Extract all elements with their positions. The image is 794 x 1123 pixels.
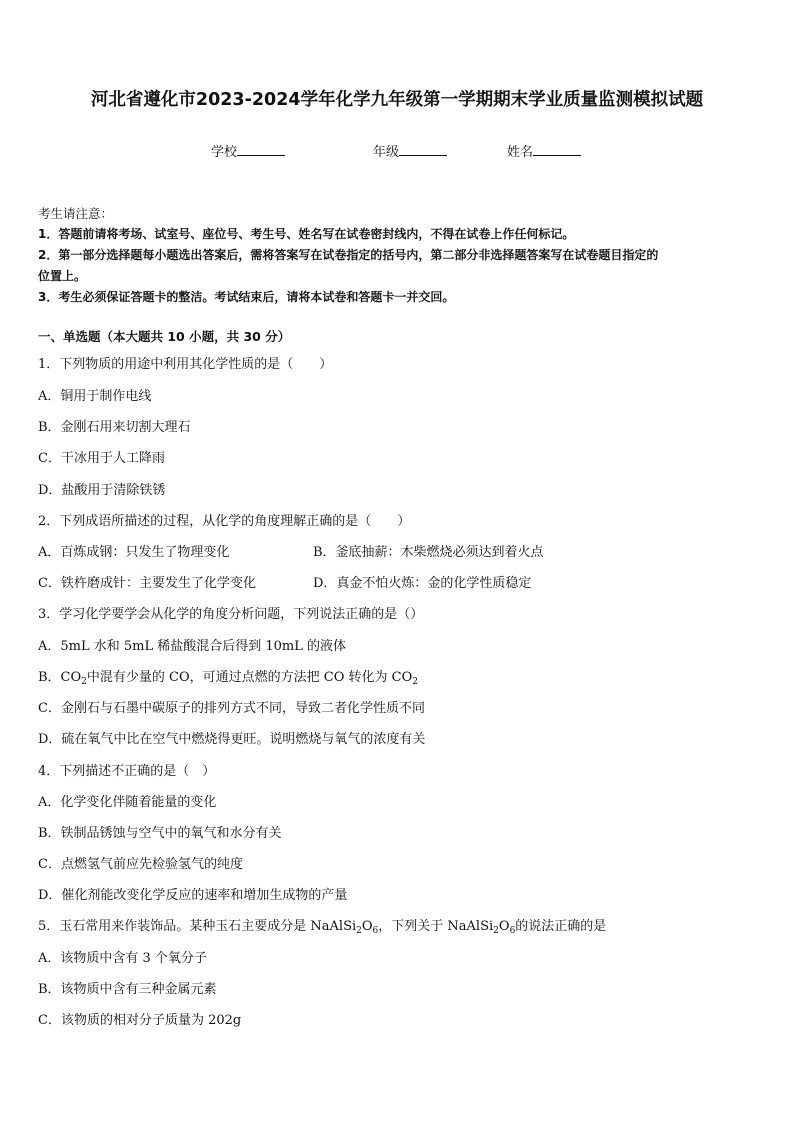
- question-5-stem: [38, 915, 606, 934]
- notice-item: 2．第一部分选择题每小题选出答案后，需将答案写在试卷指定的括号内，第二部分非选择题答案写在试卷题目指定的: [38, 248, 659, 262]
- question-5-option-a[interactable]: A．该物质中含有 3 个氧分子: [38, 951, 207, 966]
- name-blank[interactable]: [533, 143, 581, 156]
- student-info-row: [0, 141, 794, 161]
- question-1-option-c[interactable]: C．干冰用于人工降雨: [38, 451, 165, 466]
- question-3-option-d[interactable]: D．硫在氧气中比在空气中燃烧得更旺。说明燃烧与氧气的浓度有关: [38, 732, 426, 747]
- school-blank[interactable]: [237, 143, 285, 156]
- subscript-2: 2: [412, 677, 418, 687]
- question-5-option-b[interactable]: B．该物质中含有三种金属元素: [38, 982, 217, 997]
- stem-text: ，下列关于 NaAlSi: [378, 919, 494, 934]
- question-5-option-c[interactable]: C．该物质的相对分子质量为 202g: [38, 1013, 242, 1028]
- question-2-option-d[interactable]: D．真金不怕火炼：金的化学性质稳定: [313, 576, 532, 591]
- question-4-option-a[interactable]: A．化学变化伴随着能量的变化: [38, 795, 217, 810]
- school-field: [211, 141, 285, 160]
- question-1-option-d[interactable]: D．盐酸用于清除铁锈: [38, 483, 166, 498]
- oxygen-symbol: O: [498, 919, 510, 934]
- stem-text: 的说法正确的是: [515, 919, 607, 934]
- question-1-stem: 1．下列物质的用途中利用其化学性质的是（ ）: [38, 357, 333, 372]
- question-2-option-a[interactable]: A．百炼成钢：只发生了物理变化: [38, 545, 230, 560]
- question-4-option-b[interactable]: B．铁制品锈蚀与空气中的氧气和水分有关: [38, 826, 282, 841]
- question-2-stem: 2．下列成语所描述的过程，从化学的角度理解正确的是（ ）: [38, 514, 411, 529]
- notice-item: 位置上。: [38, 269, 87, 283]
- question-1-option-a[interactable]: A．铜用于制作电线: [38, 389, 152, 404]
- question-4-option-d[interactable]: D．催化剂能改变化学反应的速率和增加生成物的产量: [38, 888, 348, 903]
- grade-label: 年级: [373, 145, 400, 160]
- exam-notice: [38, 203, 768, 308]
- subscript-2: 2: [356, 926, 362, 936]
- question-2-option-c[interactable]: C．铁杵磨成针：主要发生了化学变化: [38, 576, 256, 591]
- notice-heading: 考生请注意：: [38, 206, 114, 221]
- name-field: [507, 141, 581, 160]
- question-3-stem: 3．学习化学要学会从化学的角度分析问题，下列说法正确的是（）: [38, 607, 424, 622]
- school-label: 学校: [211, 145, 238, 160]
- question-4-stem: 4．下列描述不正确的是（ ）: [38, 764, 216, 779]
- question-4-option-c[interactable]: C．点燃氢气前应先检验氢气的纯度: [38, 857, 243, 872]
- notice-item: 1．答题前请将考场、试室号、座位号、考生号、姓名写在试卷密封线内，不得在试卷上作任何标记。: [38, 227, 575, 241]
- page-title: 河北省遵化市2023-2024学年化学九年级第一学期期末学业质量监测模拟试题: [90, 90, 704, 110]
- grade-blank[interactable]: [399, 143, 447, 156]
- subscript-2: 2: [493, 926, 499, 936]
- question-3-option-b[interactable]: [38, 666, 418, 685]
- question-2-option-b[interactable]: B．釜底抽薪：木柴燃烧必须达到着火点: [313, 545, 544, 560]
- oxygen-symbol: O: [361, 919, 373, 934]
- name-label: 姓名: [507, 145, 534, 160]
- question-3-option-c[interactable]: C．金刚石与石墨中碳原子的排列方式不同，导致二者化学性质不同: [38, 701, 425, 716]
- question-1-option-b[interactable]: B．金刚石用来切割大理石: [38, 420, 191, 435]
- grade-field: [373, 141, 447, 160]
- subscript-6: 6: [372, 926, 379, 936]
- subscript-2: 2: [81, 677, 87, 687]
- option-b-text: 中混有少量的 CO，可通过点燃的方法把 CO 转化为 CO: [86, 670, 413, 685]
- notice-item: 3．考生必须保证答题卡的整洁。考试结束后，请将本试卷和答题卡一并交回。: [38, 290, 455, 304]
- stem-text: 5．玉石常用来作装饰品。某种玉石主要成分是 NaAlSi: [38, 919, 357, 934]
- section-title: 一、单选题（本大题共 10 小题，共 30 分）: [38, 329, 291, 344]
- question-3-option-a[interactable]: A．5mL 水和 5mL 稀盐酸混合后得到 10mL 的液体: [38, 639, 347, 654]
- subscript-6: 6: [509, 926, 516, 936]
- option-b-text: B．CO: [38, 670, 82, 685]
